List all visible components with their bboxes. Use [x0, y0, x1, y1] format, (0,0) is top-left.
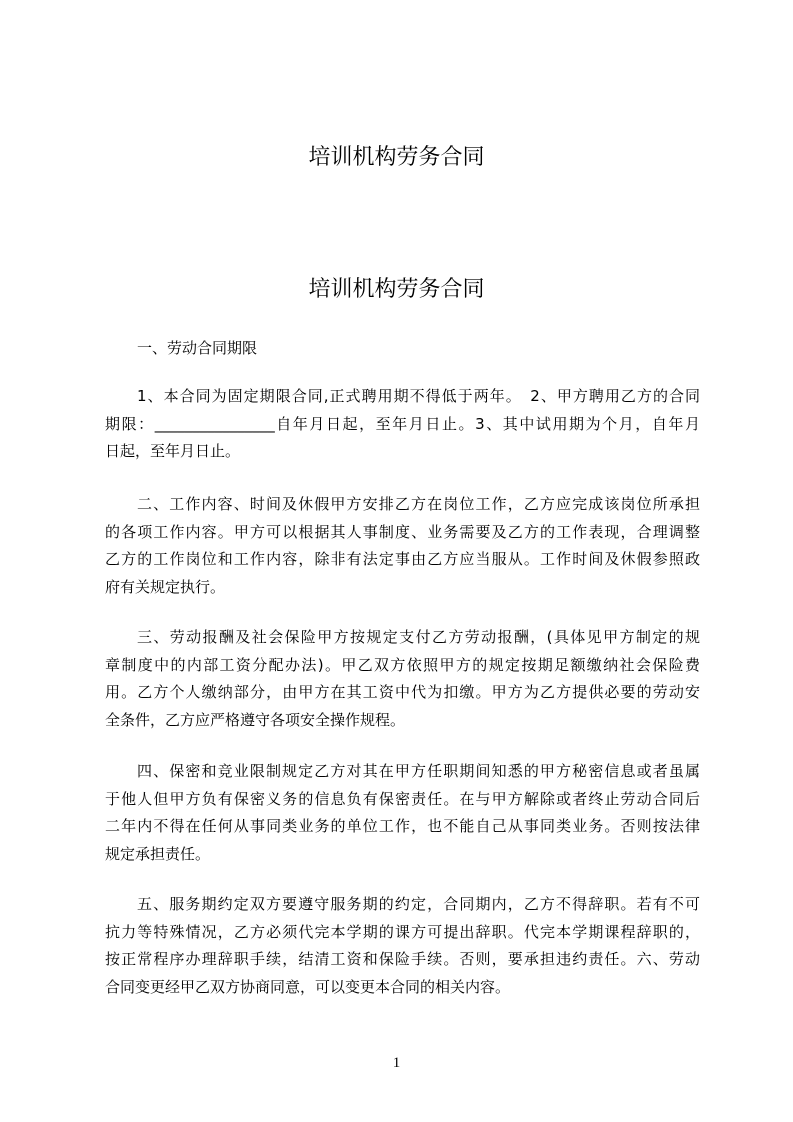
paragraph-line: 全条件，乙方应严格遵守各项安全操作规程。 [105, 710, 406, 729]
paragraph-line: 1、本合同为固定期限合同,正式聘用期不得低于两年。 2、甲方聘用乙方的合同 [137, 387, 700, 405]
paragraph-line: 五、服务期约定双方要遵守服务期的约定，合同期内，乙方不得辞职。若有不可 [137, 895, 700, 913]
paragraph-line: 规定承担责任。 [105, 844, 211, 863]
paragraph-line: 乙方的工作岗位和工作内容，除非有法定事由乙方应当服从。工作时间及休假参照政 [105, 550, 700, 568]
document-title: 培训机构劳务合同 [308, 277, 485, 302]
paragraph-line: 期限：________________自年月日起，至年月日止。3、其中试用期为个月，自年月 [105, 414, 700, 433]
paragraph-service-period [105, 891, 700, 1001]
paragraph-line: 三、劳动报酬及社会保险甲方按规定支付乙方劳动报酬，(具体见甲方制定的规 [137, 628, 700, 646]
paragraph-line: 于他人但甲方负有保密义务的信息负有保密责任。在与甲方解除或者终止劳动合同后 [105, 789, 700, 808]
paragraph-line: 日起，至年月日止。 [105, 442, 241, 460]
paragraph-line: 二、工作内容、时间及休假甲方安排乙方在岗位工作，乙方应完成该岗位所承担 [137, 495, 700, 513]
page-number: 1 [392, 1055, 401, 1071]
cover-title: 培训机构劳务合同 [308, 145, 485, 170]
section-heading: 一、劳动合同期限 [137, 339, 258, 357]
paragraph-term [105, 383, 700, 466]
paragraph-line: 章制度中的内部工资分配办法)。甲乙双方依照甲方的规定按期足额缴纳社会保险费 [105, 655, 700, 674]
paragraph-line: 四、保密和竞业限制规定乙方对其在甲方任职期间知悉的甲方秘密信息或者虽属 [137, 762, 700, 780]
paragraph-confidentiality [105, 758, 700, 868]
paragraph-line: 的各项工作内容。甲方可以根据其人事制度、业务需要及乙方的工作表现，合理调整 [105, 522, 700, 541]
paragraph-line: 合同变更经甲乙双方协商同意，可以变更本合同的相关内容。 [105, 977, 511, 996]
paragraph-line: 按正常程序办理辞职手续，结清工资和保险手续。否则，要承担违约责任。六、劳动 [105, 950, 700, 968]
paragraph-remuneration [105, 624, 700, 734]
paragraph-line: 抗力等特殊情况，乙方必须代完本学期的课方可提出辞职。代完本学期课程辞职的， [105, 922, 700, 941]
paragraph-line: 二年内不得在任何从事同类业务的单位工作，也不能自己从事同类业务。否则按法律 [105, 817, 700, 835]
paragraph-line: 用。乙方个人缴纳部分，由甲方在其工资中代为扣缴。甲方为乙方提供必要的劳动安 [105, 683, 700, 701]
paragraph-work-content [105, 491, 700, 601]
paragraph-line: 府有关规定执行。 [105, 577, 226, 596]
